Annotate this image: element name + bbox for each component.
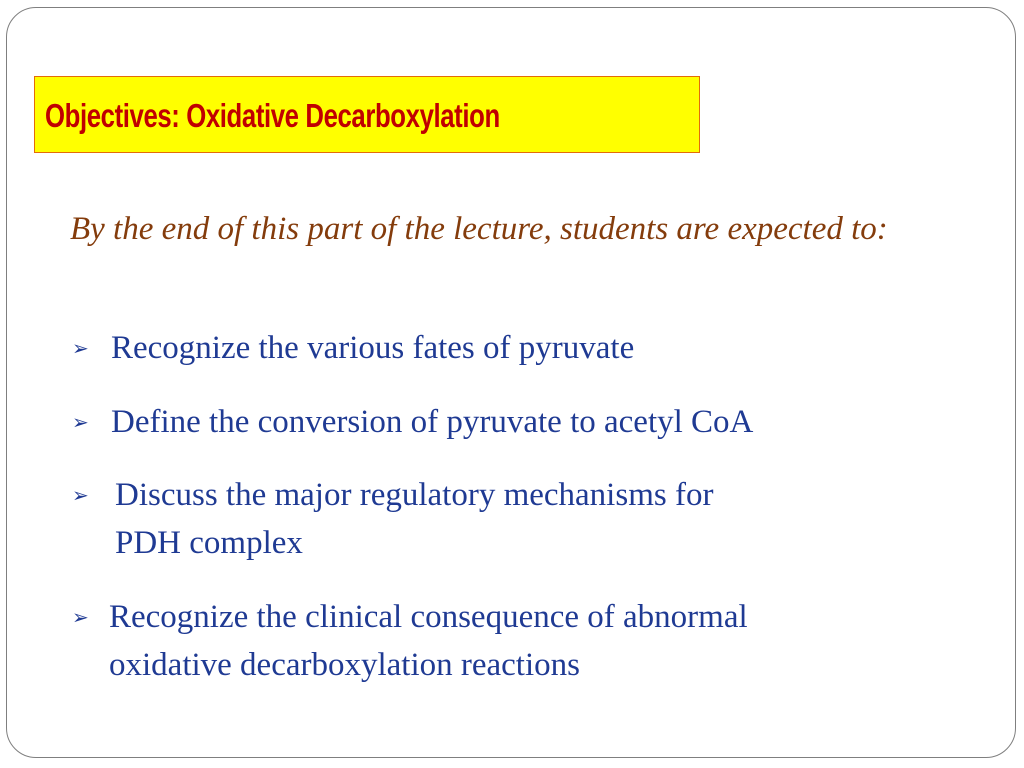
- objective-item: [72, 398, 972, 446]
- objective-text: Recognize the clinical consequence of abnormal oxidative decarboxylation reactions: [109, 599, 748, 683]
- objective-item: [72, 471, 972, 567]
- arrow-bullet-icon: ➢: [72, 336, 89, 360]
- title-box: [34, 76, 700, 153]
- objective-item: [72, 324, 972, 372]
- arrow-bullet-icon: ➢: [72, 483, 89, 507]
- intro-text: By the end of this part of the lecture, students are expected to:: [70, 211, 888, 247]
- slide-title: Objectives: Oxidative Decarboxylation: [45, 97, 500, 134]
- objective-item: [72, 593, 972, 689]
- objective-text: Recognize the various fates of pyruvate: [111, 330, 635, 366]
- objective-text: Discuss the major regulatory mechanisms for PDH complex: [115, 477, 714, 561]
- arrow-bullet-icon: ➢: [72, 605, 89, 629]
- objective-text: Define the conversion of pyruvate to acetyl CoA: [111, 404, 754, 440]
- arrow-bullet-icon: ➢: [72, 410, 89, 434]
